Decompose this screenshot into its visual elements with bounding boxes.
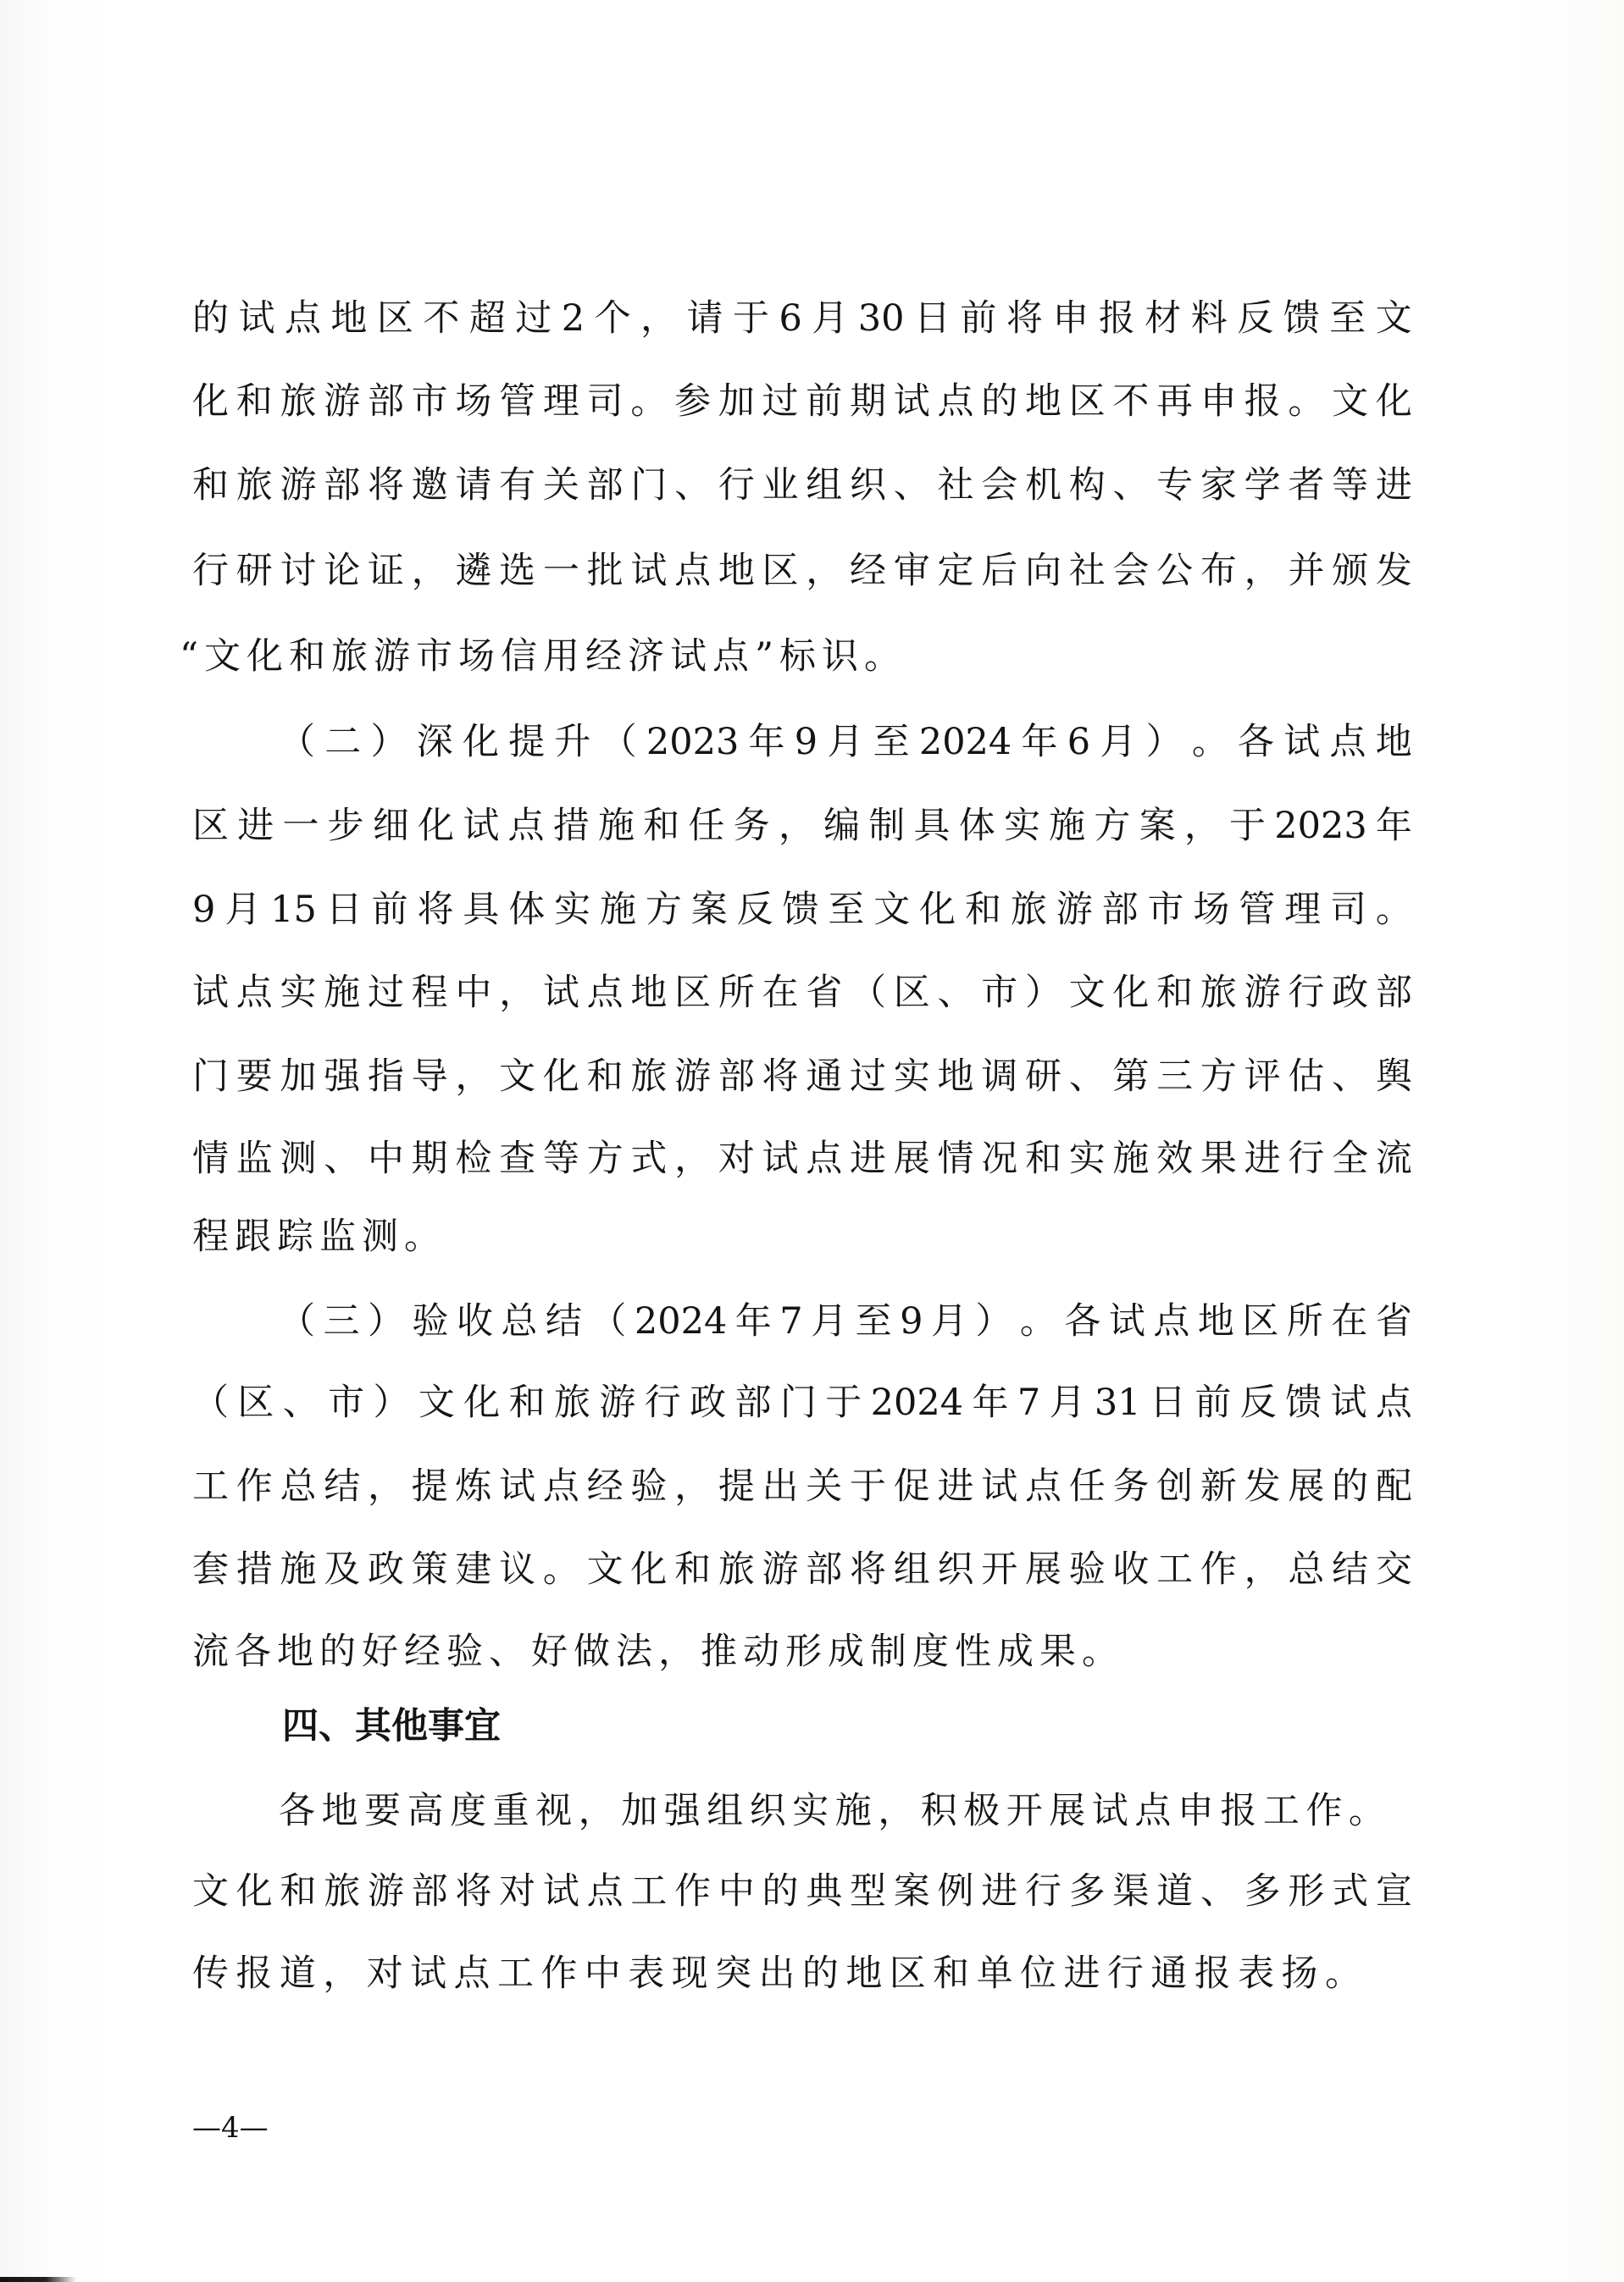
text-line: 9 月 15 日 前 将 具 体 实 施 方 案 反 馈 至 文 化 和 旅 游 部 市 场 管 理 司 。 — [192, 889, 1412, 931]
text-line: 门 要 加 强 指 导 ， 文 化 和 旅 游 部 将 通 过 实 地 调 研 、 第 三 方 评 估 、 舆 — [192, 1055, 1412, 1098]
text-line: 各 地 要 高 度 重 视 ， 加 强 组 织 实 施 ， 积 极 开 展 试 点 申 报 工 作 。 — [279, 1790, 1385, 1832]
text-line: 文 化 和 旅 游 部 将 对 试 点 工 作 中 的 典 型 案 例 进 行 多 渠 道 、 多 形 式 宣 — [192, 1870, 1412, 1913]
text-line: 行 研 讨 论 证 ， 遴 选 一 批 试 点 地 区 ， 经 审 定 后 向 社 会 公 布 ， 并 颁 发 — [192, 550, 1412, 592]
subsection-heading-line: （ 二 ） 深 化 提 升 （ 2023 年 9 月 至 2024 年 6 月 ） 。 各 试 点 地 — [279, 721, 1412, 763]
text-line: 和 旅 游 部 将 邀 请 有 关 部 门 、 行 业 组 织 、 社 会 机 构 、 专 家 学 者 等 进 — [192, 464, 1412, 507]
text-line: 化 和 旅 游 部 市 场 管 理 司 。 参 加 过 前 期 试 点 的 地 区 不 再 申 报 。 文 化 — [192, 380, 1412, 423]
text-line: 工 作 总 结 ， 提 炼 试 点 经 验 ， 提 出 关 于 促 进 试 点 任 务 创 新 发 展 的 配 — [192, 1465, 1412, 1508]
text-line: 区 进 一 步 细 化 试 点 措 施 和 任 务 ， 编 制 具 体 实 施 方 案 ， 于 2023 年 — [192, 805, 1412, 847]
section-heading: 四、其他事宜 — [282, 1705, 501, 1748]
text-line: 情 监 测 、 中 期 检 查 等 方 式 ， 对 试 点 进 展 情 况 和 实 施 效 果 进 行 全 流 — [192, 1138, 1412, 1180]
text-line: 传 报 道 ， 对 试 点 工 作 中 表 现 突 出 的 地 区 和 单 位 进 行 通 报 表 扬 。 — [192, 1952, 1361, 1995]
text-line: （ 区 、 市 ） 文 化 和 旅 游 行 政 部 门 于 2024 年 7 月 31 日 前 反 馈 试 点 — [192, 1382, 1412, 1424]
subsection-heading-line: （ 三 ） 验 收 总 结 （ 2024 年 7 月 至 9 月 ） 。 各 试 点 地 区 所 在 省 — [279, 1300, 1412, 1343]
text-line: “文化和旅游市场信用经济试点”标识。 — [180, 635, 906, 678]
text-line: 试 点 实 施 过 程 中 ， 试 点 地 区 所 在 省 （ 区 、 市 ） 文 化 和 旅 游 行 政 部 — [192, 972, 1412, 1014]
text-line: 流各地的好经验、好做法，推动形成制度性成果。 — [192, 1631, 1124, 1673]
page-number: —4— — [192, 2111, 269, 2145]
scan-edge-shadow — [0, 2277, 76, 2282]
text-line: 的 试 点 地 区 不 超 过 2 个 ， 请 于 6 月 30 日 前 将 申 报 材 料 反 馈 至 文 — [192, 297, 1412, 340]
text-line: 程跟踪监测。 — [192, 1216, 446, 1258]
text-line: 套 措 施 及 政 策 建 议 。 文 化 和 旅 游 部 将 组 织 开 展 验 收 工 作 ， 总 结 交 — [192, 1548, 1412, 1591]
